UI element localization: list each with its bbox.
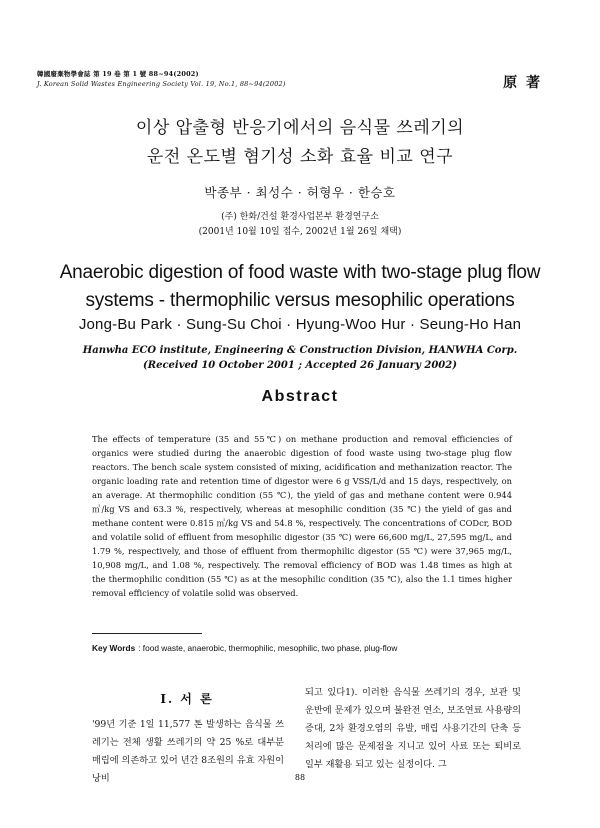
page-number: 88 [294, 773, 306, 782]
section-heading-introduction: Ⅰ. 서 론 [160, 692, 214, 706]
keywords-divider [92, 633, 202, 634]
korean-title [0, 114, 600, 172]
korean-title-line1: 이상 압출형 반응기에서의 음식물 쓰레기의 [135, 118, 465, 138]
english-authors: Jong-Bu Park · Sung-Su Choi · Hyung-Woo Hur · Seung-Ho Han [78, 316, 522, 333]
keywords-label: Key Words [92, 643, 136, 653]
journal-korean-line: 韓國廢棄物學會誌 第 19 卷 第 1 號 88~94(2002) [37, 70, 199, 78]
english-affiliation-line1: Hanwha ECO institute, Engineering & Construction Division, HANWHA Corp. [82, 345, 518, 356]
korean-authors: 박종부 · 최성수 · 허형우 · 한승호 [204, 185, 396, 200]
intro-left-column: '99년 기준 1일 11,577 톤 발생하는 음식물 쓰레기는 전체 생활 쓰레기의 약 25 %로 대부분 매립에 의존하고 있어 년간 8조원의 유효 자원이 낭비 [92, 719, 284, 784]
english-affiliation [0, 343, 600, 373]
english-title [30, 259, 570, 315]
abstract-heading: Abstract [261, 388, 339, 405]
journal-header [37, 69, 286, 89]
journal-english-line: J. Korean Solid Wastes Engineering Society Vol. 19, No.1, 88~94(2002) [37, 80, 286, 88]
intro-right-column: 되고 있다1). 이러한 음식물 쓰레기의 경우, 보관 및 운반에 문제가 있으며 불완전 연소, 보조연료 사용량의 증대, 2차 환경오염의 유발, 매립 사용기간의 단축 등 처리에 많은 문제점을 지니고 있어 사료 또는 퇴비로 일부 재활용 되고 있는 실정이다. 그 [305, 687, 521, 770]
keywords-text: : food waste, anaerobic, thermophilic, mesophilic, two phase, plug-flow [138, 643, 398, 653]
korean-dates-line: (2001년 10월 10일 접수, 2002년 1월 26일 채택) [198, 227, 402, 237]
korean-title-line2: 운전 온도별 혐기성 소화 효율 비교 연구 [146, 147, 454, 167]
english-title-line1: Anaerobic digestion of food waste with two-stage plug flow [59, 262, 541, 283]
english-dates-line: (Received 10 October 2001 ; Accepted 26 January 2002) [143, 360, 457, 371]
korean-affiliation [0, 210, 600, 240]
article-type-badge: 原 著 [503, 75, 542, 91]
english-title-line2: systems - thermophilic versus mesophilic operations [85, 290, 515, 311]
abstract-body: The effects of temperature (35 and 55℃) on methane production and removal efficiencies of organics were studied during the anaerobic digestion of food waste using two-stage plug flow reactors. The bench scale system consisted of mixing, acidification and methanization reactor. The organic loading rate and retention time of digestor were 6 g VSS/L/d and 15 days, respectively, on an average. At thermophilic condition (55 ℃), the yield of gas and methane content were 0.944 ㎥/kg VS and 63.3 %, respectively, whereas at mesophilic condition (35 ℃) the yield of gas and methane content were 0.815 ㎥/kg VS and 54.8 %, respectively. The concentrations of CODcr, BOD and volatile solid of effluent from mesophilic digestor (35 ℃) were 66,600 mg/L, 27,595 mg/L, and 1.79 %, respectively, and those of effluent from thermophilic digestor (55 ℃) were 37,965 mg/L, 10,908 mg/L, and 1.08 %, respectively. The removal efficiency of BOD was 1.48 times as high at the thermophilic condition (55 ℃) as at the mesophilic condition (35 ℃), also the 1.1 times higher removal efficiency of volatile solid was observed. [92, 434, 512, 598]
keywords [92, 643, 397, 653]
korean-affiliation-line1: (주) 한화/건설 환경사업본부 환경연구소 [221, 212, 379, 222]
